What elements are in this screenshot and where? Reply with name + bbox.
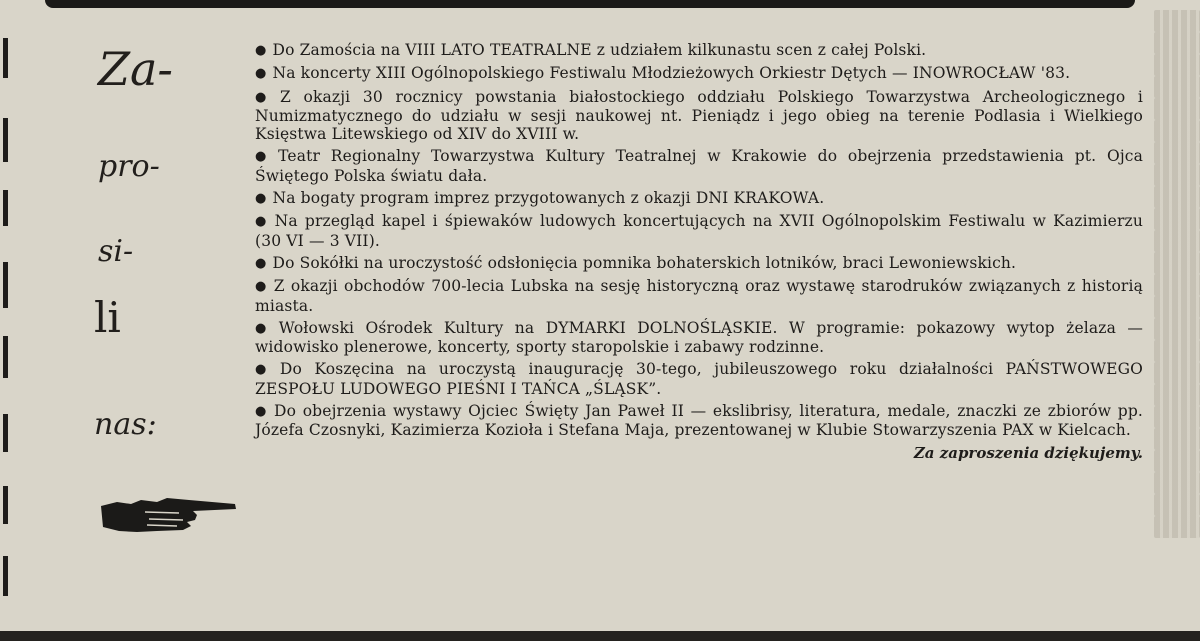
adjacent-column-bleed (1150, 10, 1200, 625)
closing-thanks: Za zaproszenia dziękujemy. (913, 443, 1143, 462)
bullet-icon: ● (255, 255, 267, 271)
sidebar-word: pro- (98, 149, 160, 184)
list-item: ● Do Sokółki na uroczystość odsłonięcia pomnika bohaterskich lotników, braci Lewoniewskich. (255, 253, 1017, 272)
list-item: ● Do Koszęcina na uroczystą inaugurację 30-tego, jubileuszowego roku działalności PAŃSTWOWEGO ZESPOŁU LUDOWEGO PIEŚNI I TAŃCA „ŚLĄSK”. (255, 360, 1144, 398)
sidebar-word: nas: (94, 407, 157, 442)
list-item: ● Na bogaty program imprez przygotowanych z okazji DNI KRAKOWA. (255, 189, 825, 208)
top-border-rule (45, 0, 1135, 8)
margin-bar (3, 556, 8, 596)
list-item: ● Z okazji 30 rocznicy powstania białostockiego oddziału Polskiego Towarzystwa Archeologicznego i Numizmatycznego do udziału w sesji naukowej nt. Pieniądz i jego obieg na terenie Podlasia i Wielkiego Księstwa Litewskiego od XIV do XVIII w. (255, 87, 1143, 144)
bullet-icon: ● (255, 362, 274, 378)
margin-bar (3, 262, 8, 308)
bullet-icon: ● (255, 279, 268, 295)
bullet-icon: ● (255, 66, 267, 82)
list-item: ● Na przegląd kapel i śpiewaków ludowych koncertujących na XVII Ogólnopolskim Festiwalu w Kazimierzu (30 VI — 3 VII). (255, 212, 1144, 250)
sidebar-word: li (94, 293, 121, 342)
margin-bar (3, 118, 8, 162)
margin-bar (3, 486, 8, 524)
list-item: ● Wołowski Ośrodek Kultury na DYMARKI DOLNOŚLĄSKIE. W programie: pokazowy wytop żelaza — widowisko plenerowe, koncerty, sporty staropolskie i zabawy rodzinne. (255, 318, 1143, 357)
bullet-icon: ● (255, 404, 269, 420)
bullet-icon: ● (255, 43, 267, 58)
bullet-icon: ● (255, 89, 274, 105)
list-item: ● Teatr Regionalny Towarzystwa Kultury Teatralnej w Krakowie do obejrzenia przedstawienia pt. Ojca Świętego Polska światu dała. (255, 147, 1143, 185)
bullet-icon: ● (255, 320, 273, 336)
margin-bar (3, 38, 8, 78)
pointing-hand-icon (97, 492, 239, 538)
bullet-icon: ● (255, 214, 269, 230)
list-item: ● Do Zamościa na VIII LATO TEATRALNE z udziałem kilkunastu scen z całej Polski. (255, 41, 927, 59)
bullet-icon: ● (255, 149, 273, 165)
sidebar-word: Za- (98, 42, 173, 96)
margin-bar (3, 414, 8, 452)
margin-bar (3, 190, 8, 226)
margin-bar (3, 336, 8, 378)
invitations-list (255, 41, 1143, 621)
list-item: ● Do obejrzenia wystawy Ojciec Święty Jan Paweł II — ekslibrisy, literatura, medale, znaczki ze zbiorów pp. Józefa Czosnyki, Kazimierza Kozioła i Stefana Maja, prezentowanej w Klubie Stowarzyszenia PAX w Kielcach. (255, 402, 1143, 440)
bottom-border-rule (0, 631, 1200, 641)
sidebar-word: si- (98, 234, 134, 269)
list-item: ● Z okazji obchodów 700-lecia Lubska na sesję historyczną oraz wystawę starodruków związanych z historią miasta. (255, 277, 1143, 315)
bullet-icon: ● (255, 191, 267, 207)
list-item: ● Na koncerty XIII Ogólnopolskiego Festiwalu Młodzieżowych Orkiestr Dętych — INOWROCŁAW '83. (255, 64, 1071, 83)
